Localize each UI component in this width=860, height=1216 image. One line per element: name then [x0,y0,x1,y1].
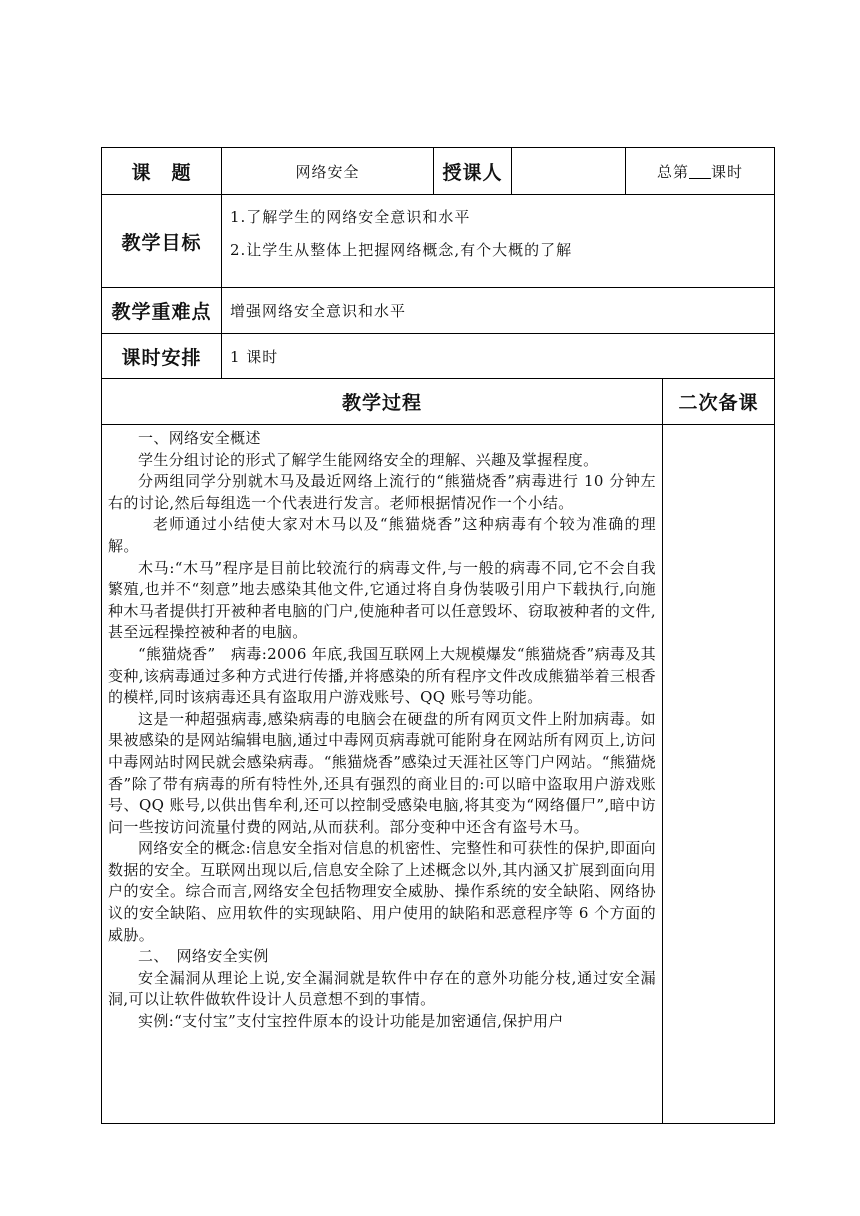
schedule-label: 课时安排 [121,346,202,369]
row-divider [102,424,774,425]
paragraph: 木马:“木马”程序是目前比较流行的病毒文件,与一般的病毒不同,它不会自我繁殖,也并不“刻意”地去感染其他文件,它通过将自身伪装吸引用户下载执行,向施种木马者提供打开被种者电脑的门户,使施种者可以任意毁坏、窃取被种者的文件,甚至远程操控被种者的电脑。 [108,558,656,642]
goals-label: 教学目标 [121,231,202,254]
lesson-count-prefix: 总第 [656,162,689,181]
goal-item: 1.了解学生的网络安全意识和水平 [230,208,471,226]
col-divider [221,194,222,379]
key-points-value: 增强网络安全意识和水平 [230,302,407,320]
lesson-count-blank[interactable] [689,164,711,179]
paragraph: 学生分组讨论的形式了解学生能网络安全的理解、兴趣及掌握程度。 [138,450,599,469]
lesson-count-suffix: 课时 [711,162,744,181]
paragraph: 网络安全的概念:信息安全指对信息的机密性、完整性和可获性的保护,即面向数据的安全。互联网出现以后,信息安全除了上述概念以外,其内涵又扩展到面向用户的安全。综合而言,网络安全包括物理安全威胁、操作系统的安全缺陷、网络协议的安全缺陷、应用软件的实现缺陷、用户使用的缺陷和恶意程序等 6 个方面的威胁。 [108,839,656,944]
paragraph: 安全漏洞从理论上说,安全漏洞就是软件中存在的意外功能分枝,通过安全漏洞,可以让软件做软件设计人员意想不到的事情。 [108,968,656,1009]
paragraph: “熊猫烧香” 病毒:2006 年底,我国互联网上大规模爆发“熊猫烧香”病毒及其变种,该病毒通过多种方式进行传播,并将感染的所有程序文件改成熊猫举着三根香的模样,同时该病毒还具有盗取用户游戏账号、QQ 账号等功能。 [108,644,656,707]
paragraph: 这是一种超强病毒,感染病毒的电脑会在硬盘的所有网页文件上附加病毒。如果被感染的是网站编辑电脑,通过中毒网页病毒就可能附身在网站所有网页上,访问中毒网站时网民就会感染病毒。“熊猫烧香”感染过天涯社区等门户网站。“熊猫烧香”除了带有病毒的所有特性外,还具有强烈的商业目的:可以暗中盗取用户游戏账号、QQ 账号,以供出售牟利,还可以控制受感染电脑,将其变为“网络僵尸”,暗中访问一些按访问流量付费的网站,从而获利。部分变种中还含有盗号木马。 [108,709,656,836]
schedule-value: 1 课时 [230,347,279,366]
topic-value: 网络安全 [295,162,360,181]
goal-item: 2.让学生从整体上把握网络概念,有个大概的了解 [230,241,573,259]
key-points-label: 教学重难点 [111,301,212,323]
lesson-count [626,148,774,194]
section-heading: 二、 网络安全实例 [138,947,269,966]
second-prep-label: 二次备课 [678,392,759,414]
paragraph: 分两组同学分别就木马及最近网络上流行的“熊猫烧香”病毒进行 10 分钟左右的讨论,然后每组选一个代表进行发言。老师根据情况作一个小结。 [108,472,656,512]
teacher-label: 授课人 [442,161,503,184]
process-content [108,428,656,1033]
process-label: 教学过程 [341,392,422,414]
col-divider [662,378,663,1123]
paragraph: 老师通过小结使大家对木马以及“熊猫烧香”这种病毒有个较为准确的理解。 [108,515,656,555]
section-heading: 一、网络安全概述 [138,429,261,447]
teacher-value[interactable] [512,148,625,194]
paragraph: 实例:“支付宝”支付宝控件原本的设计功能是加密通信,保护用户 [138,1012,564,1031]
topic-label: 课 题 [131,161,192,184]
